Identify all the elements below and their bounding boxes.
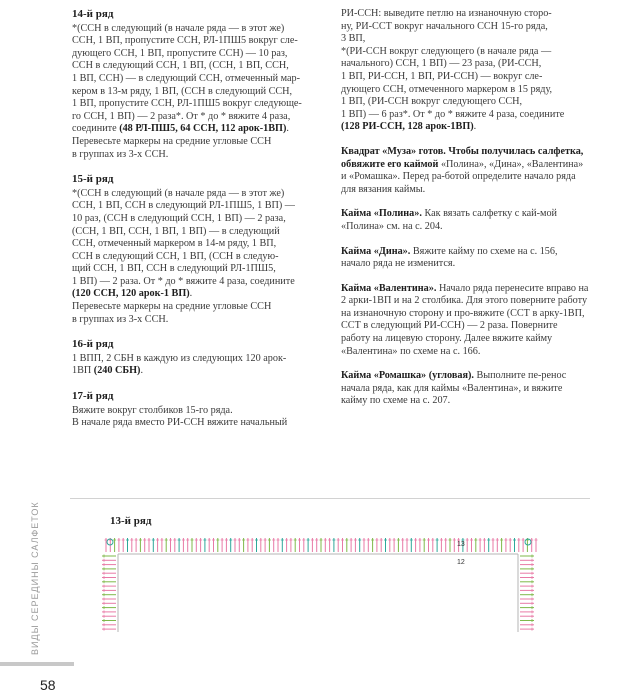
crochet-diagram: [100, 532, 560, 642]
valentina-text: Начало ряда перенесите вправо на 2 арки-1ВП и на 2 столбика. Для этого поверните работу на изнаночную сторону и про-вяжите (ССТ в арку-1ВП, ССТ в следующий РИ-ССН) — 2 раза. Поверните работу на лицевую сторону. Далее вяжите кайму «Валентина» по схеме на с. 166.: [341, 282, 589, 357]
row-16-total-count: (240 СБН): [93, 365, 141, 377]
valentina-lead: Кайма «Валентина».: [341, 282, 437, 294]
row-17-total: [341, 121, 589, 134]
page-number: 58: [40, 677, 56, 693]
row-17-section: [72, 390, 328, 430]
row-17-line: РИ-ССН: выведите петлю на изнаночную сторо-: [341, 8, 552, 19]
row-15-note: в группах из 3-х ССН.: [72, 313, 169, 325]
row-14-line: кером в 13-м ряду, 1 ВП, (ССН в следующий ССН,: [72, 85, 293, 97]
row-14-line: ССН в следующий ССН, 1 ВП, (ССН, 1 ВП, ССН,: [72, 60, 289, 72]
polina-text: Как вязать салфетку с кай-мой «Полина» см. на с. 204.: [341, 208, 558, 232]
row-14-line: го ССН, 1 ВП) — 2 раза*. От * до * вяжите 4 раза,: [72, 110, 291, 122]
row-17-line: дующего ССН, отмеченного маркером в 15 ряду,: [341, 83, 553, 95]
dina-paragraph: [341, 246, 589, 271]
row-17-line: 1 ВП) — 6 раз*. От * до * вяжите 4 раза, соедините: [341, 108, 565, 120]
romashka-text: Выполните пе-ренос начала ряда, как для каймы «Валентина», и вяжите кайму по схеме на с. 207.: [341, 370, 567, 407]
row-marker-12: 12: [457, 559, 465, 566]
row-15-line: ССН в следующий ССН, 1 ВП, (ССН в следую-: [72, 250, 279, 262]
row-14-total-count: (48 РЛ-ПШ5, 64 ССН, 112 арок-1ВП): [119, 123, 287, 135]
row-17-title: 17-й ряд: [72, 390, 114, 403]
row-marker-13: 13: [457, 541, 465, 548]
row-17-line: ну, РИ-ССТ вокруг начального ССН 15-го ряда,: [341, 20, 548, 32]
row-16-total-prefix: 1ВП: [72, 365, 94, 377]
row-16-line: 1 ВПП, 2 СБН в каждую из следующих 120 арок-: [72, 352, 287, 364]
section-divider: [70, 498, 590, 499]
row-17-total-count: (128 РИ-ССН, 128 арок-1ВП): [341, 121, 474, 133]
row-16-section: [72, 338, 328, 378]
row-14-section: [72, 8, 328, 161]
muse-text: «Полина», «Дина», «Валентина» и «Ромашка». Перед ра-ботой определите начало ряда для вязания каймы.: [341, 158, 584, 195]
romashka-lead: Кайма «Ромашка» (угловая).: [341, 370, 474, 382]
row-15-section: [72, 173, 328, 326]
row-15-note: Перевесьте маркеры на средние угловые ССН: [72, 301, 272, 313]
side-bar: [0, 662, 74, 666]
dina-text: Вяжите кайму по схеме на с. 156, начало ряда не изменится.: [341, 245, 558, 270]
row-17-line: *(РИ-ССН вокруг следующего (в начале ряда —: [341, 45, 552, 57]
left-column: [72, 8, 328, 442]
row-14-title: 14-й ряд: [72, 8, 114, 20]
row-17-line: начального) ССН, 1 ВП) — 23 раза, (РИ-ССН,: [341, 58, 542, 70]
row-17-line: 1 ВП, РИ-ССН, 1 ВП, РИ-ССН) — вокруг сле-: [341, 70, 543, 82]
polina-lead: Кайма «Полина».: [341, 208, 422, 220]
dina-lead: Кайма «Дина».: [341, 245, 411, 257]
row-17-line: В начале ряда вместо РИ-ССН вяжите начальный: [72, 417, 288, 429]
right-column: [341, 8, 589, 420]
row-15-title: 15-й ряд: [72, 173, 114, 186]
muse-paragraph: [341, 146, 589, 196]
row-14-line: *(ССН в следующий (в начале ряда — в этот же): [72, 22, 285, 34]
row-16-title: 16-й ряд: [72, 338, 114, 351]
row-15-line: (ССН, 1 ВП, ССН, 1 ВП, 1 ВП) — в следующий: [72, 225, 280, 237]
muse-lead: Квадрат «Муза» готов. Чтобы получилась салфетка, обвяжите его каймой: [341, 145, 584, 170]
row-15-line: щий ССН, 1 ВП, ССН в следующий РЛ-1ПШ5,: [72, 263, 276, 275]
row-15-total: [72, 288, 328, 301]
row-16-total: [72, 365, 328, 378]
row-14-note: в группах из 3-х ССН.: [72, 148, 169, 160]
row-17-line: Вяжите вокруг столбиков 15-го ряда.: [72, 404, 233, 416]
romashka-paragraph: [341, 370, 589, 408]
row-14-line: ССН, 1 ВП, пропустите ССН, РЛ-1ПШ5 вокруг сле-: [72, 35, 298, 47]
row-14-line: 1 ВП, ССН) — в следующий ССН, отмеченный мар-: [72, 72, 300, 84]
section-side-label: ВИДЫ СЕРЕДИНЫ САЛФЕТОК: [30, 501, 40, 655]
diagram-title: 13-й ряд: [110, 515, 152, 527]
row-17-total-suffix: .: [473, 121, 477, 133]
row-14-total: [72, 123, 328, 136]
valentina-paragraph: [341, 283, 589, 359]
row-14-line: 1 ВП, пропустите ССН, РЛ-1ПШ5 вокруг следующе-: [72, 98, 302, 110]
row-14-total-prefix: соедините: [72, 123, 120, 135]
row-15-line: *(ССН в следующий (в начале ряда — в этот же): [72, 187, 285, 199]
row-15-line: ССН, отмеченный маркером в 14-м ряду, 1 ВП,: [72, 238, 277, 250]
row-15-total-count: (120 ССН, 120 арок-1 ВП): [72, 288, 190, 300]
row-14-line: дующего ССН, 1 ВП, пропустите ССН) — 10 раз,: [72, 47, 288, 59]
row-15-total-suffix: .: [189, 288, 193, 300]
diagram-marks: [102, 538, 538, 632]
row-15-line: ССН, 1 ВП, ССН в следующий РЛ-1ПШ5, 1 ВП) —: [72, 200, 295, 212]
polina-paragraph: [341, 208, 589, 233]
row-17-line: 3 ВП,: [341, 33, 366, 45]
row-17-continuation: [341, 8, 589, 134]
row-14-note: Перевесьте маркеры на средние угловые ССН: [72, 135, 272, 147]
row-16-total-suffix: .: [140, 365, 143, 377]
row-15-line: 10 раз, (ССН в следующий ССН, 1 ВП) — 2 раза,: [72, 212, 286, 224]
row-14-total-suffix: .: [286, 123, 289, 135]
row-17-line: 1 ВП, (РИ-ССН вокруг следующего ССН,: [341, 96, 523, 108]
row-15-line: 1 ВП) — 2 раза. От * до * вяжите 4 раза, соедините: [72, 275, 295, 287]
